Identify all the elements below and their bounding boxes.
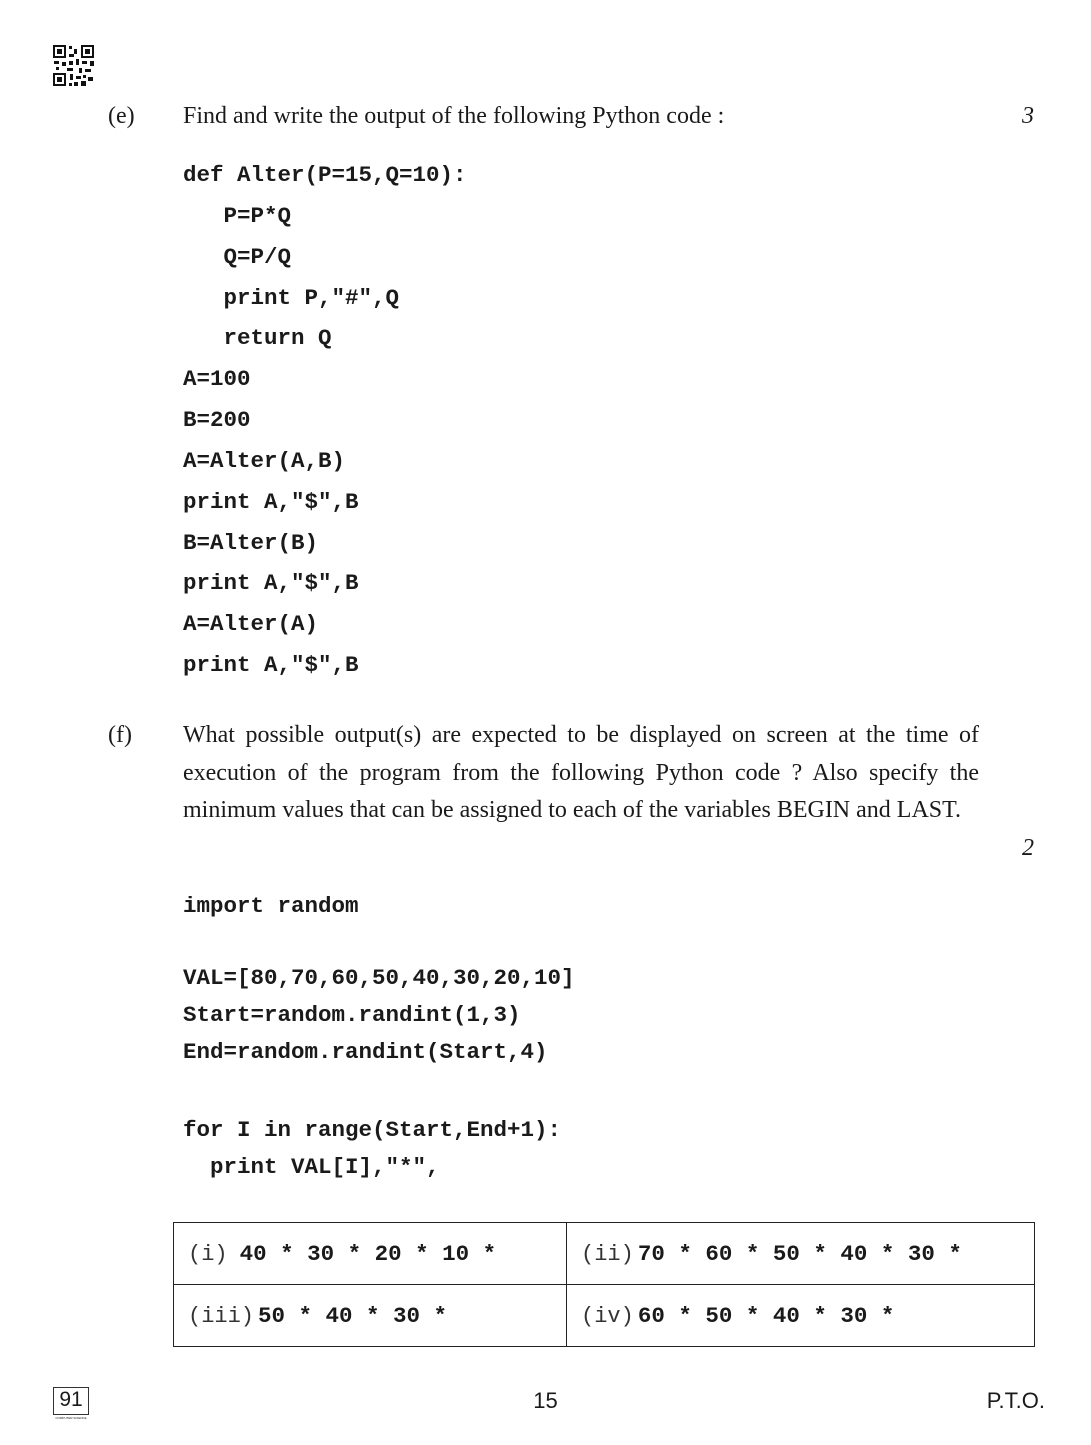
option-cell <box>174 1223 567 1285</box>
paper-code-number: 91 <box>59 1388 83 1411</box>
code-line: Start=random.randint(1,3) <box>183 1002 521 1028</box>
question-f-label: (f) <box>108 722 132 748</box>
qr-code-icon <box>52 44 95 87</box>
code-line: print A,"$",B <box>183 489 359 515</box>
code-line: for I in range(Start,End+1): <box>183 1117 562 1143</box>
option-value: 60 * 50 * 40 * 30 * <box>637 1302 895 1329</box>
question-f-marks: 2 <box>1022 835 1034 861</box>
paper-code-caption: COMPUTER SCIENCE <box>55 1416 87 1420</box>
code-line: B=200 <box>183 407 251 433</box>
code-line: print P,"#",Q <box>183 285 400 311</box>
option-number: (i) <box>188 1241 228 1267</box>
code-line: A=Alter(A,B) <box>183 448 346 474</box>
code-line: VAL=[80,70,60,50,40,30,20,10] <box>183 965 575 991</box>
code-line: A=100 <box>183 366 251 392</box>
code-line: B=Alter(B) <box>183 530 319 556</box>
pto-text: P.T.O. <box>986 1388 1045 1413</box>
option-number: (iii) <box>188 1303 255 1329</box>
code-line: A=Alter(A) <box>183 611 319 637</box>
code-line: return Q <box>183 325 332 351</box>
question-e-label: (e) <box>108 103 135 129</box>
code-line: print VAL[I],"*", <box>183 1154 440 1180</box>
code-line: Q=P/Q <box>183 244 292 270</box>
option-cell <box>174 1285 567 1347</box>
question-e-marks: 3 <box>1022 103 1034 129</box>
option-cell <box>567 1223 1035 1285</box>
code-line: import random <box>183 893 359 919</box>
option-number: (ii) <box>581 1241 634 1267</box>
question-f-text: What possible output(s) are expected to be displayed on screen at the time of execution of the program from the following Python code ? Also specify the minimum values that can be assigned to each of the variables BEGIN and LAST. <box>183 722 979 823</box>
question-e-text: Find and write the output of the following Python code : <box>183 103 725 129</box>
page-number: 15 <box>533 1388 558 1413</box>
option-value: 70 * 60 * 50 * 40 * 30 * <box>637 1240 962 1267</box>
option-cell <box>567 1285 1035 1347</box>
code-line: print A,"$",B <box>183 652 359 678</box>
options-table <box>173 1222 1035 1347</box>
code-line: End=random.randint(Start,4) <box>183 1039 548 1065</box>
option-value: 40 * 30 * 20 * 10 * <box>239 1240 497 1267</box>
code-line: print A,"$",B <box>183 570 359 596</box>
table-row <box>174 1223 1035 1285</box>
option-value: 50 * 40 * 30 * <box>258 1302 448 1329</box>
code-line: P=P*Q <box>183 203 292 229</box>
table-row <box>174 1285 1035 1347</box>
option-number: (iv) <box>581 1303 634 1329</box>
code-line: def Alter(P=15,Q=10): <box>183 162 467 188</box>
